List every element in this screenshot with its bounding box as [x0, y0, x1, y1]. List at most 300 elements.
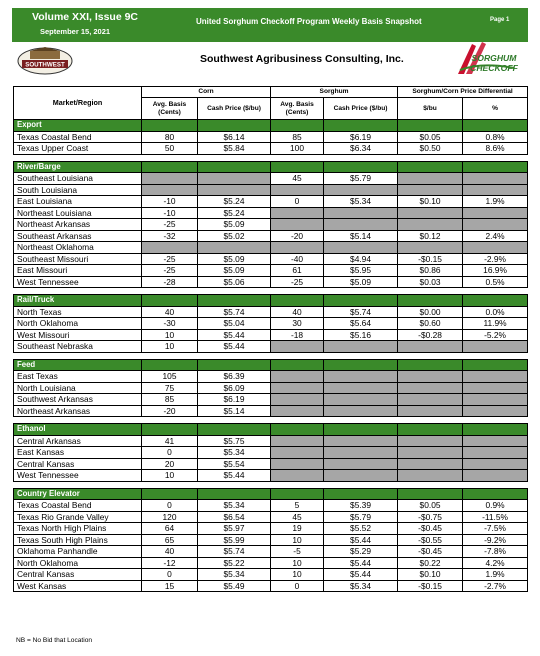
sorghum-basis-cell: -20 — [271, 230, 324, 242]
market-cell: Northeast Louisiana — [14, 207, 142, 219]
sorghum-basis-cell: 61 — [271, 265, 324, 277]
corn-price-cell: $5.14 — [198, 405, 271, 417]
sorghum-price-cell: $5.52 — [324, 523, 398, 535]
corn-basis-cell: 10 — [142, 470, 198, 482]
market-cell: Northeast Oklahoma — [14, 242, 142, 254]
differential-percent-cell — [463, 394, 528, 406]
differential-percent-header: % — [463, 98, 528, 120]
differential-dollar-header: $/bu — [398, 98, 463, 120]
market-cell: Texas Rio Grande Valley — [14, 511, 142, 523]
sorghum-price-cell — [324, 242, 398, 254]
differential-dollar-cell — [398, 470, 463, 482]
market-cell: Northeast Arkansas — [14, 219, 142, 231]
spacer-cell — [14, 352, 528, 359]
market-cell: North Louisiana — [14, 382, 142, 394]
corn-basis-cell: -32 — [142, 230, 198, 242]
sorghum-basis-cell: 30 — [271, 318, 324, 330]
sorghum-basis-cell: 5 — [271, 500, 324, 512]
section-title: Ethanol — [14, 424, 142, 436]
sorghum-basis-cell — [271, 447, 324, 459]
sorghum-basis-cell — [271, 470, 324, 482]
differential-percent-cell: -2.7% — [463, 580, 528, 592]
section-header-cell — [463, 295, 528, 307]
market-cell: Texas Upper Coast — [14, 143, 142, 155]
corn-basis-cell: -25 — [142, 253, 198, 265]
differential-percent-cell — [463, 435, 528, 447]
differential-percent-cell: 16.9% — [463, 265, 528, 277]
section-header-cell — [198, 161, 271, 173]
corn-basis-cell: 20 — [142, 458, 198, 470]
sorghum-price-cell: $5.29 — [324, 546, 398, 558]
sorghum-basis-header: Avg. Basis (Cents) — [271, 98, 324, 120]
sorghum-price-cell — [324, 458, 398, 470]
differential-percent-cell: 2.4% — [463, 230, 528, 242]
corn-basis-cell: 15 — [142, 580, 198, 592]
table-row — [14, 219, 528, 231]
corn-basis-cell: 105 — [142, 371, 198, 383]
corn-price-cell: $6.14 — [198, 131, 271, 143]
sorghum-basis-cell: 0 — [271, 196, 324, 208]
differential-percent-cell: 0.8% — [463, 131, 528, 143]
corn-price-cell: $5.97 — [198, 523, 271, 535]
corn-basis-cell: 85 — [142, 394, 198, 406]
table-row — [14, 143, 528, 155]
sorghum-basis-cell — [271, 242, 324, 254]
differential-dollar-cell: -$0.15 — [398, 580, 463, 592]
table-row — [14, 546, 528, 558]
sorghum-price-cell — [324, 470, 398, 482]
section-header-cell — [271, 161, 324, 173]
table-row — [14, 173, 528, 185]
corn-basis-cell: 40 — [142, 546, 198, 558]
corn-price-cell: $5.09 — [198, 253, 271, 265]
differential-percent-cell: -7.5% — [463, 523, 528, 535]
section-header-cell — [324, 488, 398, 500]
sorghum-price-cell — [324, 371, 398, 383]
differential-percent-cell: -5.2% — [463, 329, 528, 341]
table-row — [14, 447, 528, 459]
sorghum-price-cell: $5.44 — [324, 569, 398, 581]
differential-dollar-cell: -$0.28 — [398, 329, 463, 341]
differential-dollar-cell — [398, 405, 463, 417]
section-header-cell — [271, 424, 324, 436]
differential-dollar-cell — [398, 435, 463, 447]
section-header-cell — [398, 120, 463, 132]
section-header-cell — [324, 424, 398, 436]
section-header-row — [14, 295, 528, 307]
sorghum-price-cell: $5.79 — [324, 173, 398, 185]
corn-price-cell: $5.54 — [198, 458, 271, 470]
section-header-cell — [398, 359, 463, 371]
sorghum-price-cell — [324, 341, 398, 353]
differential-dollar-cell — [398, 382, 463, 394]
differential-dollar-cell — [398, 173, 463, 185]
corn-price-cell: $6.54 — [198, 511, 271, 523]
footnote: NB = No Bid that Location — [16, 637, 93, 644]
table-row — [14, 265, 528, 277]
differential-dollar-cell: $0.50 — [398, 143, 463, 155]
corn-basis-cell: -25 — [142, 219, 198, 231]
section-header-row — [14, 424, 528, 436]
section-header-cell — [398, 488, 463, 500]
market-cell: Central Arkansas — [14, 435, 142, 447]
sorghum-price-cell: $5.09 — [324, 276, 398, 288]
sorghum-basis-cell — [271, 435, 324, 447]
section-header-cell — [271, 359, 324, 371]
corn-price-cell: $5.09 — [198, 265, 271, 277]
sorghum-basis-cell: 10 — [271, 534, 324, 546]
differential-dollar-cell — [398, 341, 463, 353]
sorghum-basis-cell: -18 — [271, 329, 324, 341]
sorghum-basis-cell — [271, 382, 324, 394]
corn-price-cell: $6.09 — [198, 382, 271, 394]
sorghum-price-cell — [324, 394, 398, 406]
sorghum-price-cell: $5.14 — [324, 230, 398, 242]
differential-percent-cell — [463, 458, 528, 470]
corn-price-cell: $5.44 — [198, 470, 271, 482]
company-name: Southwest Agribusiness Consulting, Inc. — [200, 53, 404, 65]
differential-percent-cell — [463, 184, 528, 196]
corn-basis-cell: 41 — [142, 435, 198, 447]
differential-percent-cell — [463, 382, 528, 394]
corn-price-cell — [198, 242, 271, 254]
corn-price-cell: $5.06 — [198, 276, 271, 288]
table-row — [14, 580, 528, 592]
table-row — [14, 276, 528, 288]
corn-price-cell: $5.09 — [198, 219, 271, 231]
spacer-cell — [14, 288, 528, 295]
table-row — [14, 534, 528, 546]
sorghum-basis-cell — [271, 184, 324, 196]
table-row — [14, 394, 528, 406]
market-cell: West Tennessee — [14, 470, 142, 482]
corn-basis-cell: 0 — [142, 500, 198, 512]
section-title: Export — [14, 120, 142, 132]
section-header-cell — [324, 359, 398, 371]
section-header-cell — [142, 359, 198, 371]
report-title: United Sorghum Checkoff Program Weekly Basis Snapshot — [196, 17, 422, 26]
table-row — [14, 184, 528, 196]
section-header-cell — [198, 359, 271, 371]
section-title: Feed — [14, 359, 142, 371]
sorghum-price-cell: $6.34 — [324, 143, 398, 155]
differential-dollar-cell — [398, 458, 463, 470]
spacer-cell — [14, 154, 528, 161]
differential-dollar-cell: -$0.55 — [398, 534, 463, 546]
corn-basis-cell: -10 — [142, 207, 198, 219]
market-cell: North Oklahoma — [14, 318, 142, 330]
spacer-cell — [14, 417, 528, 424]
section-header-cell — [198, 120, 271, 132]
market-cell: Southeast Louisiana — [14, 173, 142, 185]
header-banner — [12, 8, 528, 42]
differential-dollar-cell: -$0.75 — [398, 511, 463, 523]
market-region-header: Market/Region — [14, 87, 142, 120]
sorghum-price-cell: $5.44 — [324, 534, 398, 546]
corn-price-cell: $5.34 — [198, 447, 271, 459]
corn-basis-header: Avg. Basis (Cents) — [142, 98, 198, 120]
market-cell: Southeast Missouri — [14, 253, 142, 265]
sorghum-price-cell — [324, 435, 398, 447]
corn-price-cell: $6.19 — [198, 394, 271, 406]
spacer-cell — [14, 481, 528, 488]
corn-price-cell: $5.74 — [198, 306, 271, 318]
sorghum-basis-cell: 19 — [271, 523, 324, 535]
table-row — [14, 405, 528, 417]
differential-percent-cell — [463, 447, 528, 459]
differential-dollar-cell: $0.03 — [398, 276, 463, 288]
differential-dollar-cell: $0.22 — [398, 557, 463, 569]
sorghum-basis-cell — [271, 341, 324, 353]
section-header-cell — [142, 488, 198, 500]
corn-price-header: Cash Price ($/bu) — [198, 98, 271, 120]
sorghum-price-cell — [324, 405, 398, 417]
section-header-cell — [271, 488, 324, 500]
differential-percent-cell: -9.2% — [463, 534, 528, 546]
corn-price-cell: $5.74 — [198, 546, 271, 558]
differential-dollar-cell: -$0.45 — [398, 546, 463, 558]
sorghum-price-cell: $5.64 — [324, 318, 398, 330]
differential-dollar-cell: -$0.15 — [398, 253, 463, 265]
table-row — [14, 500, 528, 512]
corn-price-cell: $5.49 — [198, 580, 271, 592]
corn-price-cell — [198, 184, 271, 196]
sorghum-price-cell: $5.95 — [324, 265, 398, 277]
table-row — [14, 253, 528, 265]
market-cell: East Missouri — [14, 265, 142, 277]
sorghum-price-cell — [324, 219, 398, 231]
differential-percent-cell: 0.9% — [463, 500, 528, 512]
sorghum-basis-cell — [271, 458, 324, 470]
differential-dollar-cell — [398, 242, 463, 254]
differential-dollar-cell: $0.60 — [398, 318, 463, 330]
market-cell: East Louisiana — [14, 196, 142, 208]
section-header-cell — [198, 488, 271, 500]
corn-price-cell: $5.24 — [198, 196, 271, 208]
sorghum-basis-cell — [271, 405, 324, 417]
differential-percent-cell: 1.9% — [463, 569, 528, 581]
sorghum-logo-word: SORGHUM — [471, 53, 517, 63]
corn-basis-cell — [142, 184, 198, 196]
corn-price-cell: $6.39 — [198, 371, 271, 383]
checkoff-logo-word: CHECKOFF — [470, 63, 518, 73]
sorghum-price-cell: $4.94 — [324, 253, 398, 265]
differential-percent-cell — [463, 173, 528, 185]
section-title: Country Elevator — [14, 488, 142, 500]
sorghum-basis-cell: -40 — [271, 253, 324, 265]
corn-basis-cell: 120 — [142, 511, 198, 523]
differential-dollar-cell: $0.05 — [398, 131, 463, 143]
section-spacer — [14, 417, 528, 424]
corn-price-cell: $5.24 — [198, 207, 271, 219]
section-header-cell — [463, 424, 528, 436]
sorghum-price-cell: $5.16 — [324, 329, 398, 341]
differential-percent-cell — [463, 341, 528, 353]
corn-price-cell: $5.34 — [198, 500, 271, 512]
corn-basis-cell: -10 — [142, 196, 198, 208]
sorghum-checkoff-logo — [452, 40, 524, 80]
market-cell: Texas North High Plains — [14, 523, 142, 535]
sorghum-basis-cell: 85 — [271, 131, 324, 143]
volume-label: Volume XXI, Issue 9C — [32, 11, 139, 23]
differential-dollar-cell — [398, 447, 463, 459]
differential-percent-cell: 1.9% — [463, 196, 528, 208]
market-cell: Southeast Nebraska — [14, 341, 142, 353]
sorghum-basis-cell: 45 — [271, 173, 324, 185]
corn-basis-cell: -25 — [142, 265, 198, 277]
sorghum-basis-cell: 10 — [271, 557, 324, 569]
differential-percent-cell: 0.5% — [463, 276, 528, 288]
sorghum-basis-cell: 0 — [271, 580, 324, 592]
differential-group-header: Sorghum/Corn Price Differential — [398, 87, 528, 98]
section-header-cell — [324, 295, 398, 307]
section-header-cell — [463, 120, 528, 132]
sorghum-basis-cell: 10 — [271, 569, 324, 581]
market-cell: West Tennessee — [14, 276, 142, 288]
market-cell: Oklahoma Panhandle — [14, 546, 142, 558]
corn-basis-cell: 64 — [142, 523, 198, 535]
corn-basis-cell: 50 — [142, 143, 198, 155]
corn-price-cell: $5.34 — [198, 569, 271, 581]
differential-dollar-cell: $0.86 — [398, 265, 463, 277]
table-row — [14, 242, 528, 254]
table-row — [14, 230, 528, 242]
sorghum-basis-cell — [271, 207, 324, 219]
market-cell: Texas Coastal Bend — [14, 500, 142, 512]
differential-percent-cell — [463, 219, 528, 231]
corn-basis-cell: 80 — [142, 131, 198, 143]
table-row — [14, 511, 528, 523]
section-header-cell — [324, 161, 398, 173]
table-row — [14, 569, 528, 581]
differential-percent-cell: 8.6% — [463, 143, 528, 155]
differential-percent-cell: -7.8% — [463, 546, 528, 558]
differential-dollar-cell: -$0.45 — [398, 523, 463, 535]
differential-percent-cell: 4.2% — [463, 557, 528, 569]
table-row — [14, 435, 528, 447]
section-header-cell — [463, 488, 528, 500]
corn-basis-cell: 0 — [142, 447, 198, 459]
corn-basis-cell — [142, 173, 198, 185]
market-cell: Central Kansas — [14, 569, 142, 581]
section-header-cell — [398, 424, 463, 436]
corn-price-cell: $5.75 — [198, 435, 271, 447]
sorghum-price-cell — [324, 184, 398, 196]
corn-price-cell — [198, 173, 271, 185]
table-row — [14, 341, 528, 353]
table-row — [14, 523, 528, 535]
sorghum-price-cell: $5.44 — [324, 557, 398, 569]
section-header-cell — [142, 295, 198, 307]
sorghum-group-header: Sorghum — [271, 87, 398, 98]
sorghum-price-cell: $5.74 — [324, 306, 398, 318]
corn-basis-cell: 10 — [142, 329, 198, 341]
corn-price-cell: $5.22 — [198, 557, 271, 569]
section-spacer — [14, 154, 528, 161]
differential-dollar-cell — [398, 207, 463, 219]
sorghum-basis-cell — [271, 219, 324, 231]
differential-percent-cell — [463, 207, 528, 219]
differential-percent-cell — [463, 470, 528, 482]
sorghum-basis-cell — [271, 394, 324, 406]
sorghum-price-cell: $5.39 — [324, 500, 398, 512]
sorghum-price-header: Cash Price ($/bu) — [324, 98, 398, 120]
sorghum-price-cell — [324, 207, 398, 219]
market-cell: West Kansas — [14, 580, 142, 592]
table-row — [14, 306, 528, 318]
corn-group-header: Corn — [142, 87, 271, 98]
section-spacer — [14, 481, 528, 488]
corn-basis-cell: 40 — [142, 306, 198, 318]
sorghum-basis-cell: -25 — [271, 276, 324, 288]
section-header-cell — [142, 424, 198, 436]
table-row — [14, 470, 528, 482]
market-cell: Texas Coastal Bend — [14, 131, 142, 143]
southwest-logo — [16, 46, 74, 76]
table-row — [14, 329, 528, 341]
differential-dollar-cell — [398, 394, 463, 406]
differential-percent-cell: -2.9% — [463, 253, 528, 265]
market-cell: Texas South High Plains — [14, 534, 142, 546]
corn-basis-cell: -12 — [142, 557, 198, 569]
market-cell: Central Kansas — [14, 458, 142, 470]
differential-dollar-cell: $0.00 — [398, 306, 463, 318]
section-header-cell — [142, 161, 198, 173]
table-row — [14, 371, 528, 383]
section-header-cell — [142, 120, 198, 132]
differential-dollar-cell: $0.05 — [398, 500, 463, 512]
differential-dollar-cell — [398, 371, 463, 383]
table-body — [14, 120, 528, 592]
differential-dollar-cell: $0.12 — [398, 230, 463, 242]
section-header-row — [14, 120, 528, 132]
table-row — [14, 196, 528, 208]
market-cell: Southeast Arkansas — [14, 230, 142, 242]
market-cell: South Louisiana — [14, 184, 142, 196]
section-title: Rail/Truck — [14, 295, 142, 307]
table-row — [14, 318, 528, 330]
section-spacer — [14, 288, 528, 295]
market-cell: Southwest Arkansas — [14, 394, 142, 406]
market-cell: East Texas — [14, 371, 142, 383]
sorghum-price-cell — [324, 447, 398, 459]
differential-percent-cell — [463, 405, 528, 417]
market-cell: West Missouri — [14, 329, 142, 341]
corn-basis-cell: -20 — [142, 405, 198, 417]
page-number: Page 1 — [490, 17, 510, 23]
market-cell: North Oklahoma — [14, 557, 142, 569]
sorghum-basis-cell: 40 — [271, 306, 324, 318]
corn-basis-cell: 10 — [142, 341, 198, 353]
sorghum-price-cell: $5.79 — [324, 511, 398, 523]
market-cell: East Kansas — [14, 447, 142, 459]
corn-price-cell: $5.44 — [198, 329, 271, 341]
corn-price-cell: $5.44 — [198, 341, 271, 353]
section-header-cell — [198, 424, 271, 436]
corn-basis-cell: 65 — [142, 534, 198, 546]
section-header-cell — [463, 359, 528, 371]
corn-price-cell: $5.04 — [198, 318, 271, 330]
sorghum-basis-cell — [271, 371, 324, 383]
differential-percent-cell: 0.0% — [463, 306, 528, 318]
sorghum-price-cell: $5.34 — [324, 196, 398, 208]
market-cell: Northeast Arkansas — [14, 405, 142, 417]
corn-basis-cell — [142, 242, 198, 254]
section-header-cell — [271, 120, 324, 132]
corn-price-cell: $5.84 — [198, 143, 271, 155]
differential-percent-cell: 11.9% — [463, 318, 528, 330]
table-row — [14, 131, 528, 143]
